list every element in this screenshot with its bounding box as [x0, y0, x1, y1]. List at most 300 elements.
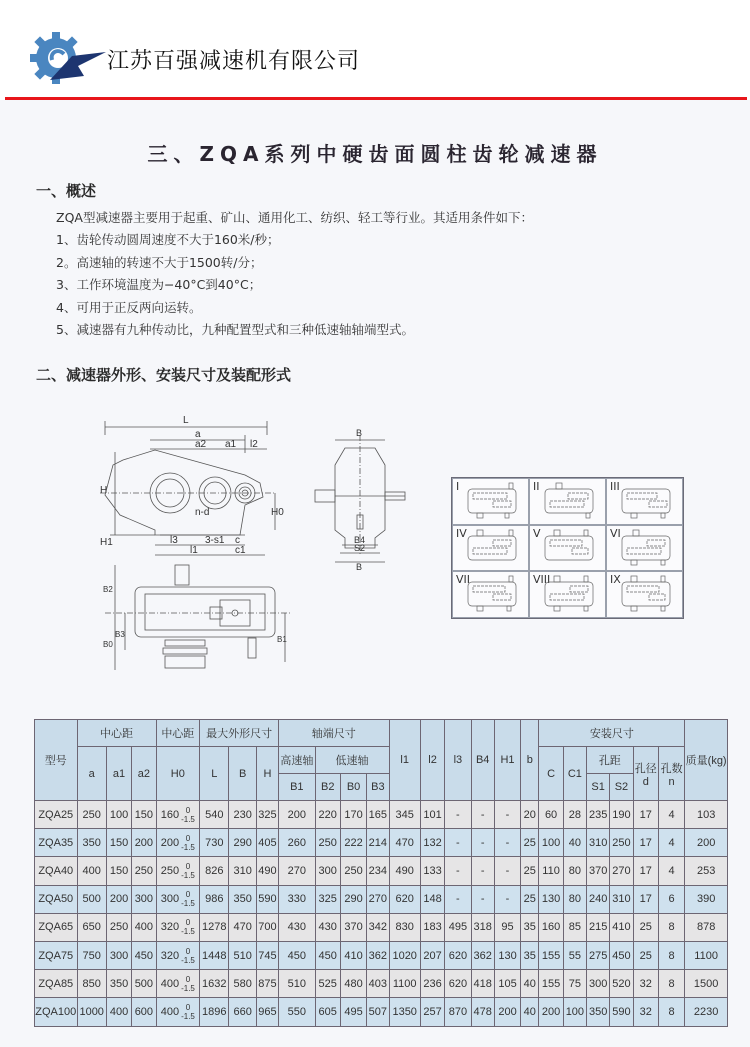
cell-B3: 403	[367, 970, 389, 998]
header-l3: l3	[445, 720, 471, 801]
cell-a: 250	[77, 801, 106, 829]
cell-B2: 325	[315, 885, 340, 913]
h0-value: 200	[160, 836, 180, 849]
table-row	[35, 941, 728, 969]
cell-mass: 253	[685, 857, 728, 885]
cell-B: 230	[229, 801, 256, 829]
config-diagram-icon	[530, 572, 607, 619]
cell-C: 155	[539, 941, 563, 969]
cell-H: 490	[256, 857, 278, 885]
header-l1: l1	[389, 720, 420, 801]
cell-model: ZQA35	[35, 829, 78, 857]
cell-a1: 250	[106, 913, 131, 941]
cell-mass: 2230	[685, 998, 728, 1026]
h0-value: 320	[160, 949, 180, 962]
overview-list	[56, 230, 414, 343]
cell-l1: 470	[389, 829, 420, 857]
cell-H0	[156, 857, 200, 885]
cell-B3: 270	[367, 885, 389, 913]
cell-H: 745	[256, 941, 278, 969]
cell-B2: 250	[315, 829, 340, 857]
header-a: a	[77, 747, 106, 801]
cell-model: ZQA85	[35, 970, 78, 998]
header-H: H	[256, 747, 278, 801]
cell-a: 650	[77, 913, 106, 941]
cell-C: 200	[539, 998, 563, 1026]
cell-l2: 236	[420, 970, 444, 998]
cell-C1: 85	[563, 913, 586, 941]
cell-model: ZQA50	[35, 885, 78, 913]
cell-d: 17	[633, 885, 658, 913]
cell-a: 850	[77, 970, 106, 998]
cell-n: 6	[658, 885, 684, 913]
config-diagram-icon	[453, 479, 530, 526]
cell-l2: 257	[420, 998, 444, 1026]
company-name: 江苏百强减速机有限公司	[107, 49, 361, 74]
cell-B4: 418	[471, 970, 494, 998]
cell-a1: 150	[106, 857, 131, 885]
cell-B2: 430	[315, 913, 340, 941]
cell-mass: 1500	[685, 970, 728, 998]
cell-l3: 495	[445, 913, 471, 941]
label-B4: B4	[354, 535, 366, 545]
cell-l1: 1350	[389, 998, 420, 1026]
label-a: a	[195, 429, 201, 440]
cell-C1: 80	[563, 857, 586, 885]
label-a1: a1	[225, 439, 237, 450]
cell-a2: 150	[132, 801, 156, 829]
cell-a2: 300	[132, 885, 156, 913]
cell-b: 20	[521, 801, 539, 829]
cell-B4: -	[471, 829, 494, 857]
cell-B0: 480	[340, 970, 366, 998]
config-diagram-icon	[453, 572, 530, 619]
cell-a: 350	[77, 829, 106, 857]
header-H0: H0	[156, 747, 200, 801]
cell-d: 17	[633, 857, 658, 885]
header-H1: H1	[494, 720, 520, 801]
cell-a: 750	[77, 941, 106, 969]
cell-H: 965	[256, 998, 278, 1026]
cell-l3: 870	[445, 998, 471, 1026]
cell-B0: 410	[340, 941, 366, 969]
table-row	[35, 801, 728, 829]
cell-l2: 207	[420, 941, 444, 969]
config-diagram-icon	[607, 572, 684, 619]
cell-a2: 400	[132, 913, 156, 941]
label-L: L	[183, 415, 189, 426]
cell-l2: 148	[420, 885, 444, 913]
cell-a1: 350	[106, 970, 131, 998]
cell-B0: 222	[340, 829, 366, 857]
spec-table-body	[35, 801, 728, 1027]
cell-S1: 350	[587, 998, 610, 1026]
cell-C: 155	[539, 970, 563, 998]
cell-a: 500	[77, 885, 106, 913]
cell-d: 17	[633, 801, 658, 829]
cell-B1: 270	[279, 857, 315, 885]
cell-S1: 215	[587, 913, 610, 941]
cell-C1: 40	[563, 829, 586, 857]
cell-a2: 450	[132, 941, 156, 969]
cell-S2: 410	[610, 913, 633, 941]
cell-d: 25	[633, 941, 658, 969]
cell-B1: 510	[279, 970, 315, 998]
header-mass: 质量(kg)	[685, 720, 728, 801]
h0-value: 250	[160, 864, 180, 877]
cell-B2: 525	[315, 970, 340, 998]
list-item: 5、减速器有九种传动比，九种配置型式和三种低速轴轴端型式。	[56, 322, 414, 337]
h0-value: 300	[160, 893, 180, 906]
cell-H0	[156, 970, 200, 998]
cell-b: 25	[521, 857, 539, 885]
config-III: III	[606, 478, 683, 525]
header-B4: B4	[471, 720, 494, 801]
cell-H1: -	[494, 829, 520, 857]
table-row	[35, 829, 728, 857]
header-center-height: 中心距	[156, 720, 200, 747]
header-hole-spacing: 孔距	[587, 747, 634, 774]
table-row	[35, 885, 728, 913]
cell-l1: 830	[389, 913, 420, 941]
config-diagram-icon	[607, 526, 684, 573]
cell-l1: 345	[389, 801, 420, 829]
cell-B0: 170	[340, 801, 366, 829]
header-center-distance: 中心距	[77, 720, 156, 747]
list-item: 1、齿轮传动圆周速度不大于160米/秒；	[56, 232, 280, 247]
cell-model: ZQA40	[35, 857, 78, 885]
h0-value: 400	[160, 1005, 180, 1018]
cell-d: 17	[633, 829, 658, 857]
cell-d: 25	[633, 913, 658, 941]
cell-a2: 600	[132, 998, 156, 1026]
cell-l3: -	[445, 857, 471, 885]
label-c1: c1	[235, 545, 246, 556]
cell-l2: 101	[420, 801, 444, 829]
cell-a2: 250	[132, 857, 156, 885]
cell-l2: 132	[420, 829, 444, 857]
cell-L: 540	[200, 801, 229, 829]
cell-H1: -	[494, 857, 520, 885]
cell-B: 290	[229, 829, 256, 857]
cell-l1: 1100	[389, 970, 420, 998]
cell-H: 405	[256, 829, 278, 857]
cell-d: 32	[633, 998, 658, 1026]
cell-B4: 362	[471, 941, 494, 969]
cell-B1: 260	[279, 829, 315, 857]
cell-n: 8	[658, 970, 684, 998]
cell-H0	[156, 941, 200, 969]
cell-H1: -	[494, 801, 520, 829]
cell-L: 1632	[200, 970, 229, 998]
cell-C: 60	[539, 801, 563, 829]
cell-B0: 290	[340, 885, 366, 913]
cell-S2: 520	[610, 970, 633, 998]
tolerance: 0 -1.5	[181, 918, 195, 937]
cell-C1: 100	[563, 998, 586, 1026]
front-view-drawing	[95, 405, 295, 565]
cell-model: ZQA25	[35, 801, 78, 829]
cell-H0	[156, 913, 200, 941]
header-hole-count: 孔数n	[658, 747, 684, 801]
cell-L: 1896	[200, 998, 229, 1026]
cell-B0: 495	[340, 998, 366, 1026]
label-c: c	[235, 535, 240, 546]
label-B3: B3	[115, 630, 125, 639]
cell-b: 25	[521, 829, 539, 857]
cell-B: 470	[229, 913, 256, 941]
config-II: II	[529, 478, 606, 525]
cell-l3: -	[445, 829, 471, 857]
table-row	[35, 998, 728, 1026]
cell-B1: 430	[279, 913, 315, 941]
cell-C1: 75	[563, 970, 586, 998]
cell-d: 32	[633, 970, 658, 998]
cell-l2: 183	[420, 913, 444, 941]
config-diagram-icon	[530, 526, 607, 573]
header-install-dims: 安装尺寸	[539, 720, 685, 747]
cell-B2: 605	[315, 998, 340, 1026]
cell-b: 35	[521, 941, 539, 969]
cell-C1: 80	[563, 885, 586, 913]
cell-a1: 200	[106, 885, 131, 913]
cell-b: 25	[521, 885, 539, 913]
cell-C: 130	[539, 885, 563, 913]
cell-H1: -	[494, 885, 520, 913]
label-l3: l3	[170, 535, 178, 546]
section-heading-dimensions: 二、减速器外形、安装尺寸及装配形式	[36, 366, 292, 384]
cell-B4: 318	[471, 913, 494, 941]
cell-H1: 105	[494, 970, 520, 998]
cell-S1: 235	[587, 801, 610, 829]
cell-B1: 450	[279, 941, 315, 969]
cell-H: 700	[256, 913, 278, 941]
tolerance: 0 -1.5	[181, 946, 195, 965]
cell-n: 8	[658, 913, 684, 941]
cell-a1: 100	[106, 801, 131, 829]
cell-B: 580	[229, 970, 256, 998]
cell-B0: 370	[340, 913, 366, 941]
label-nd: n-d	[195, 507, 210, 518]
header-S1: S1	[587, 774, 610, 801]
cell-a2: 200	[132, 829, 156, 857]
tolerance: 0 -1.5	[181, 805, 195, 824]
cell-H1: 200	[494, 998, 520, 1026]
cell-B0: 250	[340, 857, 366, 885]
cell-L: 986	[200, 885, 229, 913]
header-model: 型号	[35, 720, 78, 801]
cell-l3: -	[445, 801, 471, 829]
h0-value: 400	[160, 977, 180, 990]
cell-mass: 103	[685, 801, 728, 829]
gear-star-logo-icon	[28, 28, 108, 88]
cell-n: 4	[658, 857, 684, 885]
cell-S1: 240	[587, 885, 610, 913]
section-heading-overview: 一、概述	[36, 182, 97, 200]
cell-C: 100	[539, 829, 563, 857]
spec-table	[34, 719, 728, 1027]
cell-l3: 620	[445, 941, 471, 969]
label-S2: S2	[354, 543, 366, 553]
cell-C: 160	[539, 913, 563, 941]
cell-a1: 400	[106, 998, 131, 1026]
cell-l1: 1020	[389, 941, 420, 969]
cell-B4: -	[471, 801, 494, 829]
config-I: I	[452, 478, 529, 525]
cell-mass: 878	[685, 913, 728, 941]
header-C1: C1	[563, 747, 586, 801]
cell-S2: 250	[610, 829, 633, 857]
header-hole-dia: 孔径d	[633, 747, 658, 801]
cell-H0	[156, 829, 200, 857]
label-s1: 3-s1	[205, 535, 225, 546]
cell-B: 660	[229, 998, 256, 1026]
cell-S2: 270	[610, 857, 633, 885]
header-max-dims: 最大外形尺寸	[200, 720, 279, 747]
cell-n: 8	[658, 941, 684, 969]
header-S2: S2	[610, 774, 633, 801]
cell-B3: 342	[367, 913, 389, 941]
cell-B4: 478	[471, 998, 494, 1026]
cell-B: 310	[229, 857, 256, 885]
cell-a1: 300	[106, 941, 131, 969]
cell-n: 4	[658, 801, 684, 829]
cell-B2: 450	[315, 941, 340, 969]
cell-b: 35	[521, 913, 539, 941]
cell-B3: 214	[367, 829, 389, 857]
list-item: 4、可用于正反两向运转。	[56, 299, 202, 315]
header-B3: B3	[367, 774, 389, 801]
cell-a1: 150	[106, 829, 131, 857]
cell-b: 40	[521, 970, 539, 998]
cell-b: 40	[521, 998, 539, 1026]
h0-value: 160	[160, 808, 180, 821]
header-low-speed: 低速轴	[315, 747, 389, 774]
cell-S2: 190	[610, 801, 633, 829]
label-B-top: B	[356, 428, 363, 438]
side-view-drawing	[310, 420, 420, 570]
cell-H: 875	[256, 970, 278, 998]
config-V: V	[529, 525, 606, 572]
cell-a: 1000	[77, 998, 106, 1026]
label-H: H	[100, 485, 108, 496]
label-B0: B0	[103, 640, 113, 649]
header-B: B	[229, 747, 256, 801]
label-l1: l1	[190, 545, 198, 556]
cell-S2: 590	[610, 998, 633, 1026]
cell-n: 8	[658, 998, 684, 1026]
cell-B: 510	[229, 941, 256, 969]
label-B-bottom: B	[356, 562, 363, 570]
cell-B1: 200	[279, 801, 315, 829]
cell-S2: 450	[610, 941, 633, 969]
config-IV: IV	[452, 525, 529, 572]
cell-L: 826	[200, 857, 229, 885]
label-a2: a2	[195, 439, 207, 450]
table-row	[35, 970, 728, 998]
tolerance: 0 -1.5	[181, 890, 195, 909]
header-shaft-dims: 轴端尺寸	[279, 720, 389, 747]
table-row	[35, 857, 728, 885]
cell-l2: 133	[420, 857, 444, 885]
cell-B: 350	[229, 885, 256, 913]
cell-l3: 620	[445, 970, 471, 998]
cell-B2: 300	[315, 857, 340, 885]
cell-model: ZQA75	[35, 941, 78, 969]
cell-n: 4	[658, 829, 684, 857]
cell-B4: -	[471, 885, 494, 913]
config-diagram-icon	[453, 526, 530, 573]
cell-C1: 55	[563, 941, 586, 969]
cell-S1: 300	[587, 970, 610, 998]
cell-S1: 310	[587, 829, 610, 857]
cell-B1: 330	[279, 885, 315, 913]
cell-B3: 165	[367, 801, 389, 829]
cell-a2: 500	[132, 970, 156, 998]
tolerance: 0 -1.5	[181, 1002, 195, 1021]
tolerance: 0 -1.5	[181, 833, 195, 852]
cell-H: 590	[256, 885, 278, 913]
overview-intro: ZQA型减速器主要用于起重、矿山、通用化工、纺织、轻工等行业。其适用条件如下：	[56, 210, 533, 225]
cell-C1: 28	[563, 801, 586, 829]
header-L: L	[200, 747, 229, 801]
cell-l1: 620	[389, 885, 420, 913]
cell-model: ZQA65	[35, 913, 78, 941]
cell-B1: 550	[279, 998, 315, 1026]
cell-S1: 275	[587, 941, 610, 969]
cell-H0	[156, 885, 200, 913]
header-B0: B0	[340, 774, 366, 801]
config-VII: VII	[452, 571, 529, 618]
label-H0: H0	[271, 507, 284, 518]
header-C: C	[539, 747, 563, 801]
cell-B4: -	[471, 857, 494, 885]
cell-l1: 490	[389, 857, 420, 885]
cell-S1: 370	[587, 857, 610, 885]
header-a2: a2	[132, 747, 156, 801]
cell-B2: 220	[315, 801, 340, 829]
cell-H: 325	[256, 801, 278, 829]
cell-a: 400	[77, 857, 106, 885]
label-B2: B2	[103, 585, 113, 594]
label-H1: H1	[100, 537, 113, 548]
cell-S2: 310	[610, 885, 633, 913]
cell-l3: -	[445, 885, 471, 913]
cell-mass: 390	[685, 885, 728, 913]
cell-B3: 234	[367, 857, 389, 885]
list-item: 2。高速轴的转速不大于1500转/分；	[56, 254, 263, 270]
table-row	[35, 913, 728, 941]
header-B1: B1	[279, 774, 315, 801]
header-l2: l2	[420, 720, 444, 801]
page-title: 三、ZQA系列中硬齿面圆柱齿轮减速器	[147, 142, 603, 166]
cell-L: 730	[200, 829, 229, 857]
page-header	[0, 0, 750, 100]
cell-B3: 507	[367, 998, 389, 1026]
config-diagram-icon	[530, 479, 607, 526]
top-view-drawing	[95, 562, 295, 672]
cell-L: 1278	[200, 913, 229, 941]
assembly-configurations	[451, 477, 684, 619]
header-a1: a1	[106, 747, 131, 801]
tolerance: 0 -1.5	[181, 861, 195, 880]
header-divider	[5, 97, 747, 100]
header-b: b	[521, 720, 539, 801]
cell-mass: 200	[685, 829, 728, 857]
label-B1: B1	[277, 635, 287, 644]
cell-mass: 1100	[685, 941, 728, 969]
config-IX: IX	[606, 571, 683, 618]
